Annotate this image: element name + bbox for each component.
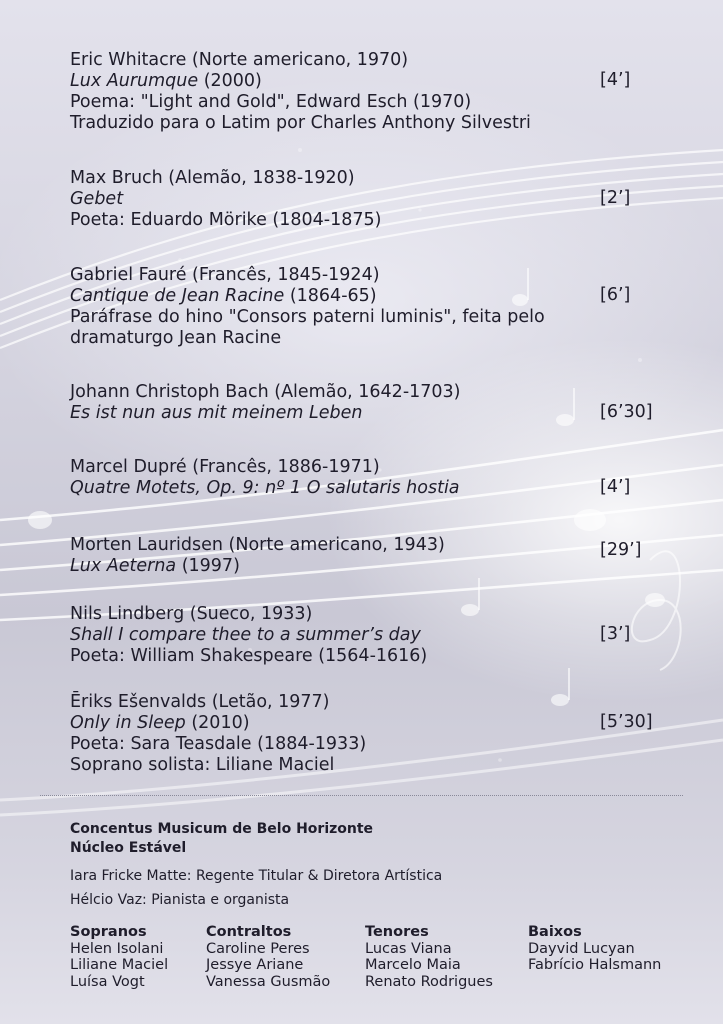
piece-line	[70, 625, 590, 646]
voice-section-sopranos	[70, 924, 168, 990]
piece-text: Johann Christoph Bach (Alemão, 1642-1703)	[70, 382, 461, 402]
voice-member: Luísa Vogt	[70, 973, 145, 990]
voice-title: Baixos	[528, 924, 582, 940]
composer-line	[70, 604, 590, 625]
voice-member: Vanessa Gusmão	[206, 973, 331, 990]
piece-duration: [3’]	[600, 624, 631, 644]
voice-member: Lucas Viana	[365, 940, 452, 957]
work-title: Cantique de Jean Racine	[70, 286, 285, 306]
program-piece	[70, 50, 590, 134]
piece-text: Poeta: Sara Teasdale (1884-1933)	[70, 734, 367, 754]
work-title: Only in Sleep	[70, 713, 186, 733]
piece-text: Gabriel Fauré (Francês, 1845-1924)	[70, 265, 380, 285]
ensemble-name: Concentus Musicum de Belo Horizonte	[70, 821, 374, 837]
piece-text: Max Bruch (Alemão, 1838-1920)	[70, 168, 355, 188]
piece-text: Paráfrase do hino "Consors paterni luminis", feita pelo	[70, 307, 545, 327]
piece-line	[70, 286, 590, 307]
piece-text: Poeta: William Shakespeare (1564-1616)	[70, 646, 428, 666]
voice-section-contraltos	[206, 924, 330, 990]
pianist-credit: Hélcio Vaz: Pianista e organista	[70, 892, 290, 908]
piece-line	[70, 113, 590, 134]
work-year: (1997)	[176, 556, 240, 576]
piece-line	[70, 713, 590, 734]
piece-line	[70, 478, 590, 499]
ensemble-roles	[70, 864, 442, 912]
work-title: Gebet	[70, 189, 124, 209]
piece-text: Poeta: Eduardo Mörike (1804-1875)	[70, 210, 382, 230]
voice-member: Fabrício Halsmann	[528, 957, 662, 973]
piece-text: Soprano solista: Liliane Maciel	[70, 755, 335, 775]
piece-duration: [2’]	[600, 188, 631, 208]
piece-text: Traduzido para o Latim por Charles Anthony Silvestri	[70, 113, 531, 133]
composer-line	[70, 382, 590, 403]
piece-duration: [6’30]	[600, 402, 653, 422]
composer-line	[70, 50, 590, 71]
piece-line	[70, 307, 590, 328]
piece-line	[70, 556, 590, 577]
composer-line	[70, 457, 590, 478]
voice-member: Helen Isolani	[70, 940, 164, 957]
piece-line	[70, 210, 590, 231]
piece-duration: [4’]	[600, 477, 631, 497]
voice-section-tenores	[365, 924, 493, 990]
piece-duration: [6’]	[600, 285, 631, 305]
piece-text: Marcel Dupré (Francês, 1886-1971)	[70, 457, 380, 477]
ensemble-header	[70, 820, 373, 858]
voice-member: Renato Rodrigues	[365, 973, 493, 990]
composer-line	[70, 265, 590, 286]
piece-duration: [4’]	[600, 70, 631, 90]
work-title: Quatre Motets, Op. 9: nº 1 O salutaris hostia	[70, 478, 460, 498]
work-title: Es ist nun aus mit meinem Leben	[70, 403, 363, 423]
voice-member: Dayvid Lucyan	[528, 940, 635, 957]
piece-line	[70, 755, 590, 776]
piece-line	[70, 328, 590, 349]
dotted-separator	[40, 795, 683, 796]
composer-line	[70, 168, 590, 189]
piece-text: Ēriks Ešenvalds (Letão, 1977)	[70, 692, 330, 712]
piece-text: Morten Lauridsen (Norte americano, 1943)	[70, 535, 445, 555]
ensemble-subtitle: Núcleo Estável	[70, 840, 187, 856]
work-year: (2010)	[185, 713, 250, 733]
voice-member: Jessye Ariane	[206, 957, 304, 973]
voice-title: Sopranos	[70, 924, 147, 940]
composer-line	[70, 535, 590, 556]
piece-line	[70, 403, 590, 424]
program-piece	[70, 457, 590, 499]
piece-text: dramaturgo Jean Racine	[70, 328, 282, 348]
voice-section-baixos	[528, 924, 661, 974]
work-title: Lux Aurumque	[70, 71, 199, 91]
program-piece	[70, 168, 590, 231]
voice-member: Liliane Maciel	[70, 957, 169, 973]
piece-line	[70, 71, 590, 92]
work-year: (1864-65)	[284, 286, 377, 306]
voice-title: Contraltos	[206, 924, 292, 940]
work-title: Shall I compare thee to a summer’s day	[70, 625, 421, 645]
work-year: (2000)	[198, 71, 262, 91]
piece-text: Eric Whitacre (Norte americano, 1970)	[70, 50, 409, 70]
voice-member: Caroline Peres	[206, 940, 310, 957]
piece-duration: [29’]	[600, 540, 642, 560]
piece-line	[70, 646, 590, 667]
program-piece	[70, 692, 590, 776]
program-piece	[70, 604, 590, 667]
program-piece	[70, 535, 590, 577]
piece-text: Poema: "Light and Gold", Edward Esch (1970)	[70, 92, 472, 112]
piece-line	[70, 92, 590, 113]
program-piece	[70, 265, 590, 349]
voice-member: Marcelo Maia	[365, 957, 461, 973]
work-title: Lux Aeterna	[70, 556, 177, 576]
piece-line	[70, 189, 590, 210]
piece-text: Nils Lindberg (Sueco, 1933)	[70, 604, 313, 624]
conductor-credit: Iara Fricke Matte: Regente Titular & Diretora Artística	[70, 868, 443, 884]
program-piece	[70, 382, 590, 424]
voice-title: Tenores	[365, 924, 429, 940]
composer-line	[70, 692, 590, 713]
piece-duration: [5’30]	[600, 712, 653, 732]
piece-line	[70, 734, 590, 755]
